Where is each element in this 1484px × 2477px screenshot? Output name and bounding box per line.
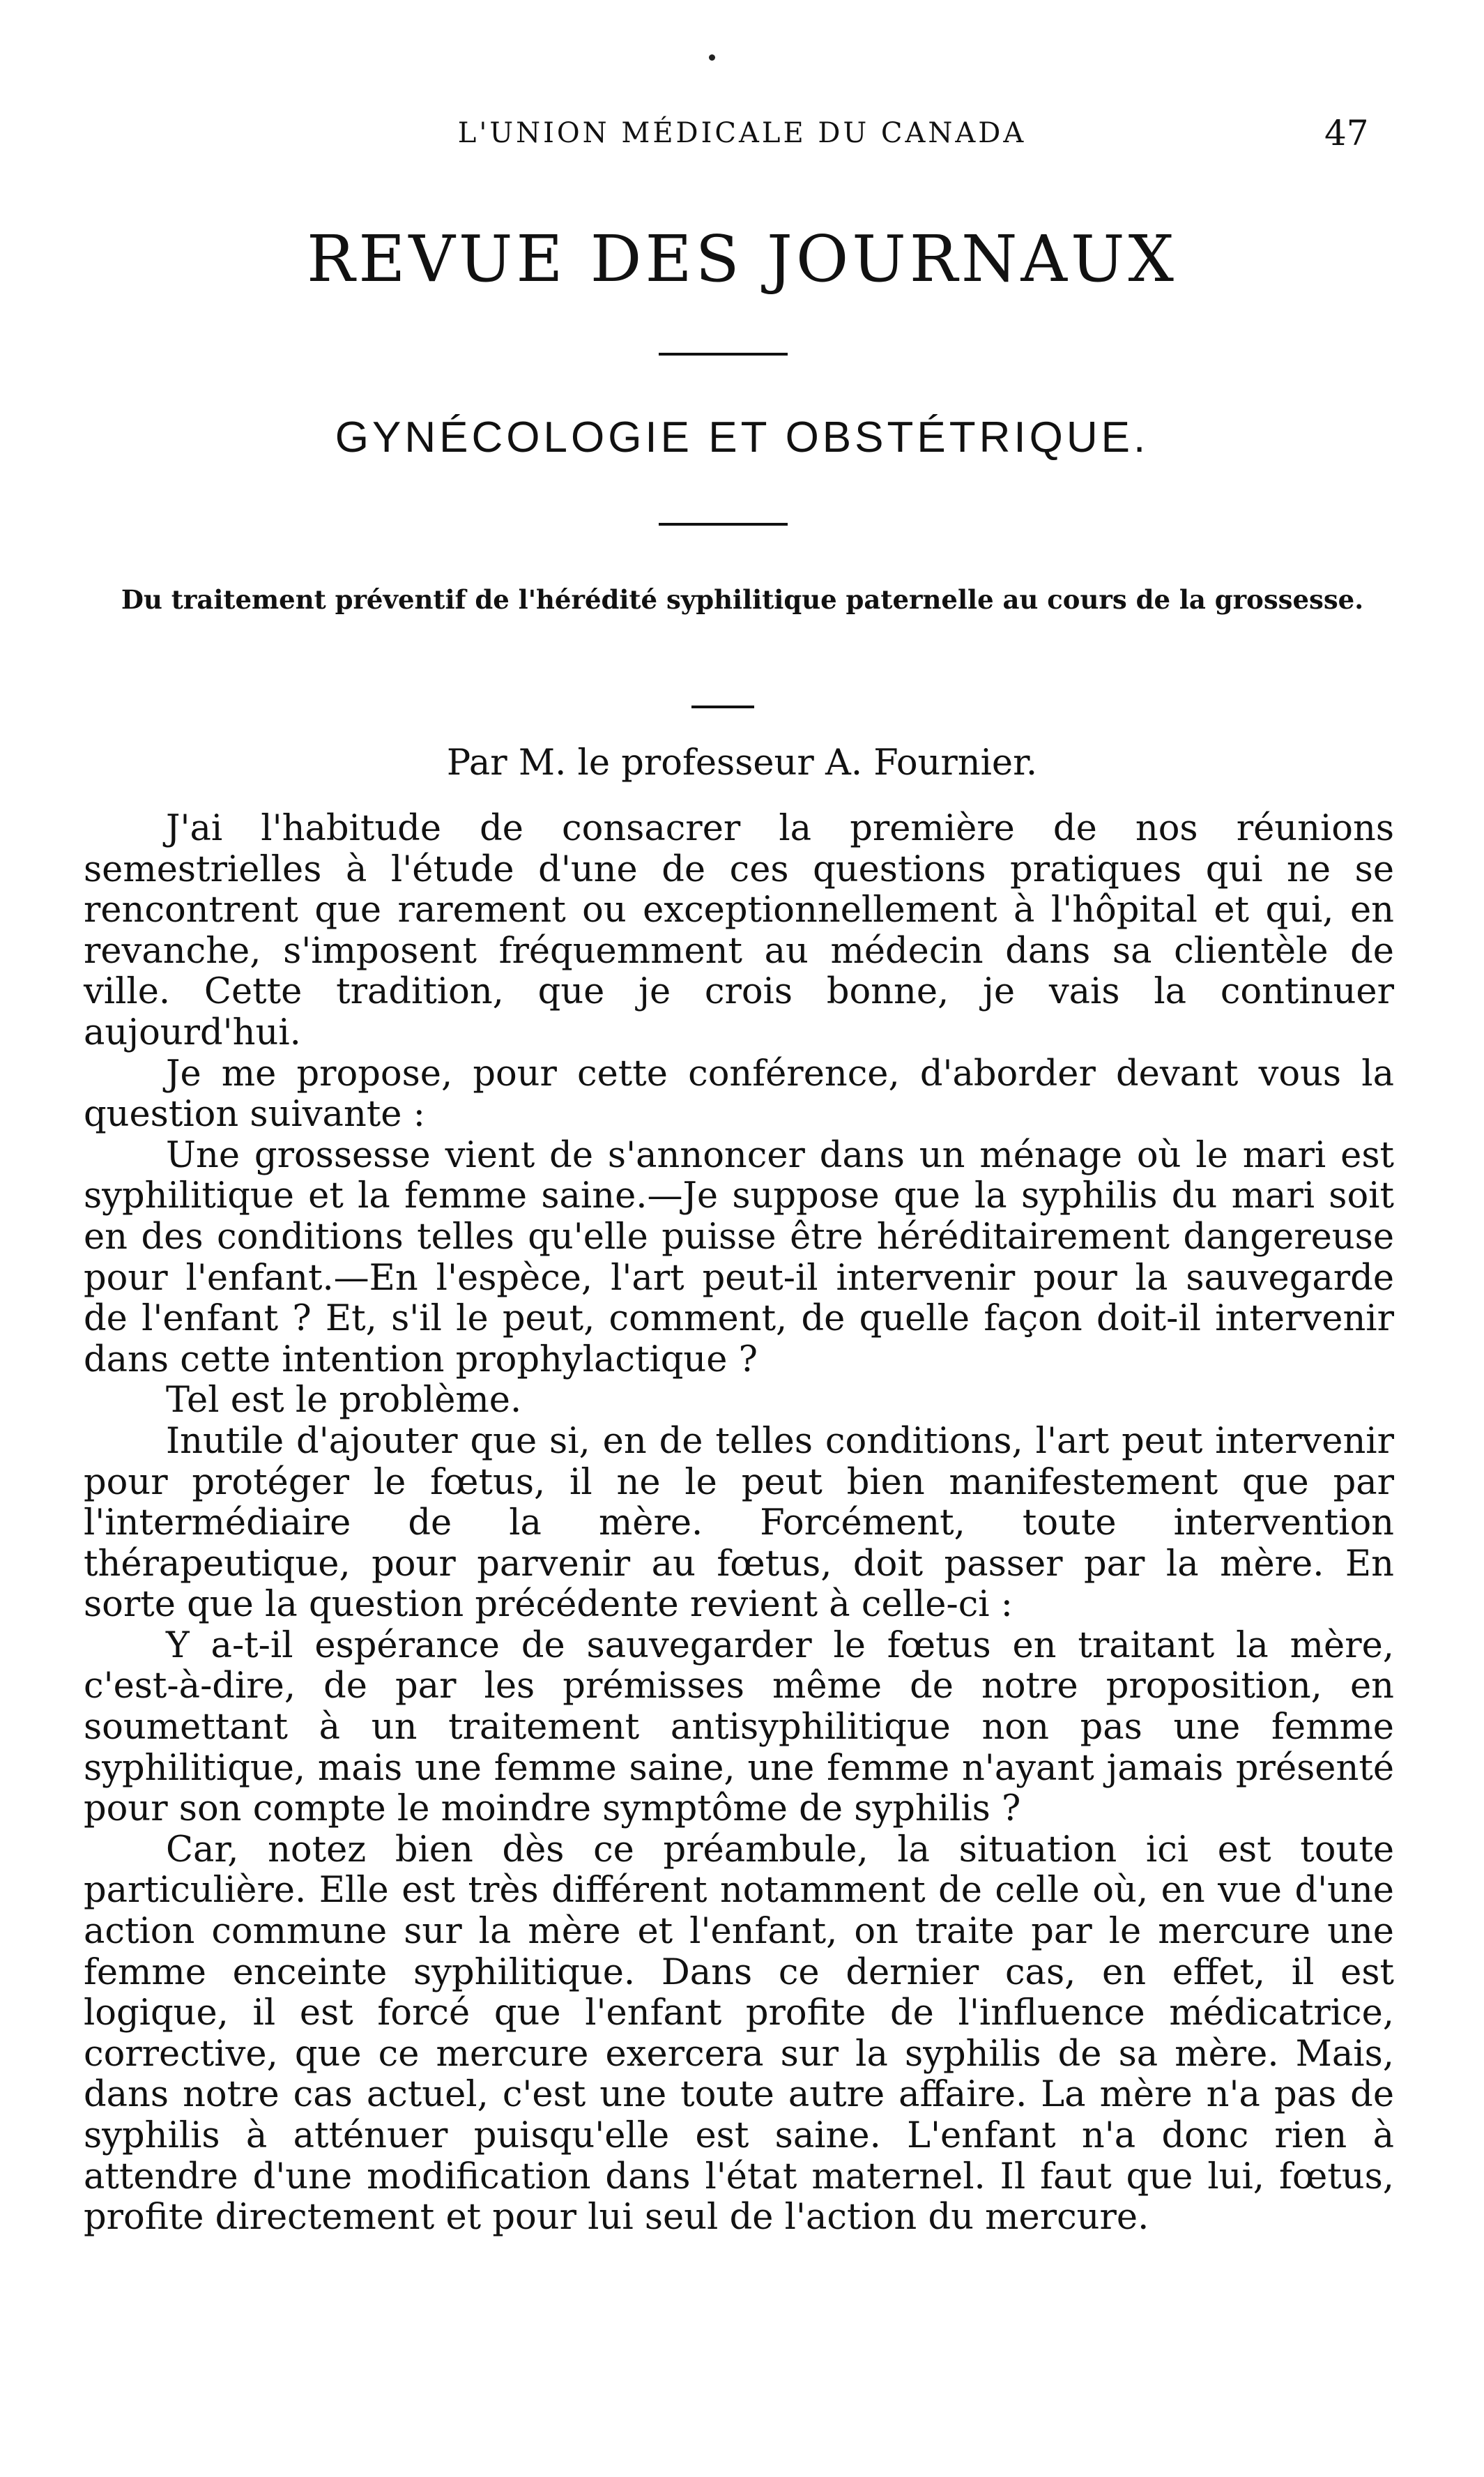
paragraph: J'ai l'habitude de consacrer la première de nos réunions semestrielles à l'étude d'une de ces questions pratiques qui ne se rencontrent que rarement ou exceptionnellement à l'hôpital et qui, en revanche, s'imposent fréquemment au médecin dans sa clientèle de ville. Cette tradition, que je crois bonne, je vais la continuer aujourd'hui. [84,808,1394,1053]
article-title: Du traitement préventif de l'hérédité syphilitique paternelle au cours de la grossesse. [121,584,1364,615]
paragraph: Tel est le problème. [166,1380,522,1422]
paragraph: Inutile d'ajouter que si, en de telles conditions, l'art peut intervenir pour protéger le fœtus, il ne le peut bien manifestement que par l'intermédiaire de la mère. Forcément, toute intervention thérapeutique, pour parvenir au fœtus, doit passer par la mère. En sorte que la question précédente revient à celle-ci : [84,1420,1394,1626]
divider-rule [659,353,788,356]
paragraph: Y a-t-il espérance de sauvegarder le fœtus en traitant la mère, c'est-à-dire, de par les prémisses même de notre proposition, en soumettant à un traitement antisyphilitique non pas une femme syphilitique, mais une femme saine, une femme n'ayant jamais présenté pour son compte le moindre symptôme de syphilis ? [84,1624,1394,1830]
page-number: 47 [1324,113,1369,153]
paragraph: Car, notez bien dès ce préambule, la situation ici est toute particulière. Elle est très différent notamment de celle où, en vue d'une action commune sur la mère et l'enfant, on traite par le mercure une femme enceinte syphilitique. Dans ce dernier cas, en effet, il est logique, il est forcé que l'enfant profite de l'influence médicatrice, corrective, que ce mercure exercera sur la syphilis de sa mère. Mais, dans notre cas actuel, c'est une toute autre affaire. La mère n'a pas de syphilis à atténuer puisqu'elle est saine. L'enfant n'a donc rien à attendre d'une modification dans l'état maternel. Il faut que lui, fœtus, profite directement et pour lui seul de l'action du mercure. [84,1829,1394,2239]
paragraph: Je me propose, pour cette conférence, d'aborder devant vous la question suivante : [84,1053,1394,1136]
subsection-title: GYNÉCOLOGIE ET OBSTÉTRIQUE. [335,413,1149,462]
running-head [0,113,1484,159]
ink-speck [709,54,715,61]
divider-rule [691,706,754,708]
article-body [84,809,1394,2239]
paragraph: Une grossesse vient de s'annoncer dans un ménage où le mari est syphilitique et la femme saine.—Je suppose que la syphilis du mari soit en des conditions telles qu'elle puisse être héréditairement dangereuse pour l'enfant.—En l'espèce, l'art peut-il intervenir pour la sauvegarde de l'enfant ? Et, s'il le peut, comment, de quelle façon doit-il intervenir dans cette intention prophylactique ? [84,1134,1394,1380]
section-title: REVUE DES JOURNAUX [306,222,1178,296]
divider-rule [659,523,788,526]
article-byline: Par M. le professeur A. Fournier. [446,742,1038,784]
journal-name: L'UNION MÉDICALE DU CANADA [457,117,1027,149]
